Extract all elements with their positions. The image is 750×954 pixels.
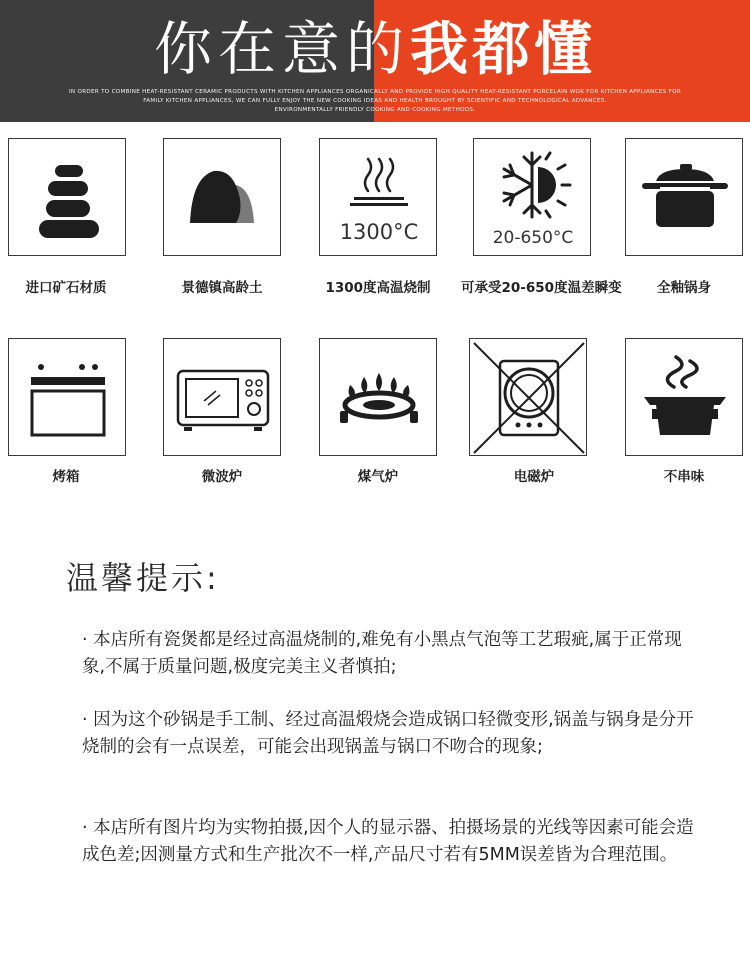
steaming-pot-icon [625, 338, 743, 456]
banner-title [0, 14, 750, 84]
tips-title: 温馨提示: [66, 559, 220, 597]
oven-icon [8, 338, 126, 456]
feature-label: 进口矿石材质 [25, 280, 107, 296]
induction-cooker-crossed-icon [469, 338, 587, 456]
banner-title-right: 我都懂 [410, 15, 597, 83]
banner-subtitle-line: IN ORDER TO COMBINE HEAT-RESISTANT CERAMIC PRODUCTS WITH KITCHEN APPLIANCES ORGANICALLY AND PROVIDE HIGH QUALITY HEAT-RESISTANT PORCELAIN WOK FOR KITCHEN APPLIANCES FOR [68, 89, 682, 95]
banner-subtitle-line: ENVIRONMENTALLY FRIENDLY COOKING AND COOKING METHODS. [274, 107, 476, 113]
microwave-icon [163, 338, 281, 456]
hot-cold-text: 20-650°C [492, 228, 574, 248]
header-banner [0, 0, 750, 122]
heat-plate-icon [319, 138, 437, 256]
tip-paragraph: · 因为这个砂锅是手工制、经过高温煅烧会造成锅口轻微变形,锅盖与锅身是分开烧制的会有一点误差，可能会出现锅盖与锅口不吻合的现象; [82, 710, 694, 757]
compat-label: 微波炉 [201, 469, 243, 485]
compat-label: 煤气炉 [357, 469, 399, 485]
compat-label: 烤箱 [52, 469, 80, 485]
banner-title-left: 你在意的 [153, 15, 410, 83]
compat-label: 不串味 [663, 469, 705, 485]
clay-mound-icon [163, 138, 281, 256]
feature-label: 1300度高温烧制 [325, 280, 431, 296]
heat-plate-text: 1300°C [339, 220, 419, 244]
stones-icon [8, 138, 126, 256]
feature-label: 全釉锅身 [657, 280, 711, 296]
feature-label: 景德镇高龄土 [181, 280, 263, 296]
compat-label: 电磁炉 [513, 469, 555, 485]
banner-subtitle-line: FAMILY KITCHEN APPLIANCES, WE CAN FULLY ENJOY THE NEW COOKING IDEAS AND HEALTH BROUGHT BY SCIENTIFIC AND TECHNOLOGICAL ADVANCES. [143, 98, 607, 104]
tip-paragraph: · 本店所有瓷煲都是经过高温烧制的,难免有小黑点气泡等工艺瑕疵,属于正常现象,不属于质量问题,极度完美主义者慎拍; [82, 630, 682, 677]
glazed-pot-icon [625, 138, 743, 256]
tip-paragraph: · 本店所有图片均为实物拍摄,因个人的显示器、拍摄场景的光线等因素可能会造成色差;因测量方式和生产批次不一样,产品尺寸若有5MM误差皆为合理范围。 [82, 818, 694, 865]
hot-cold-icon [473, 138, 591, 256]
feature-label: 可承受20-650度温差瞬变 [461, 280, 622, 296]
gas-stove-icon [319, 338, 437, 456]
